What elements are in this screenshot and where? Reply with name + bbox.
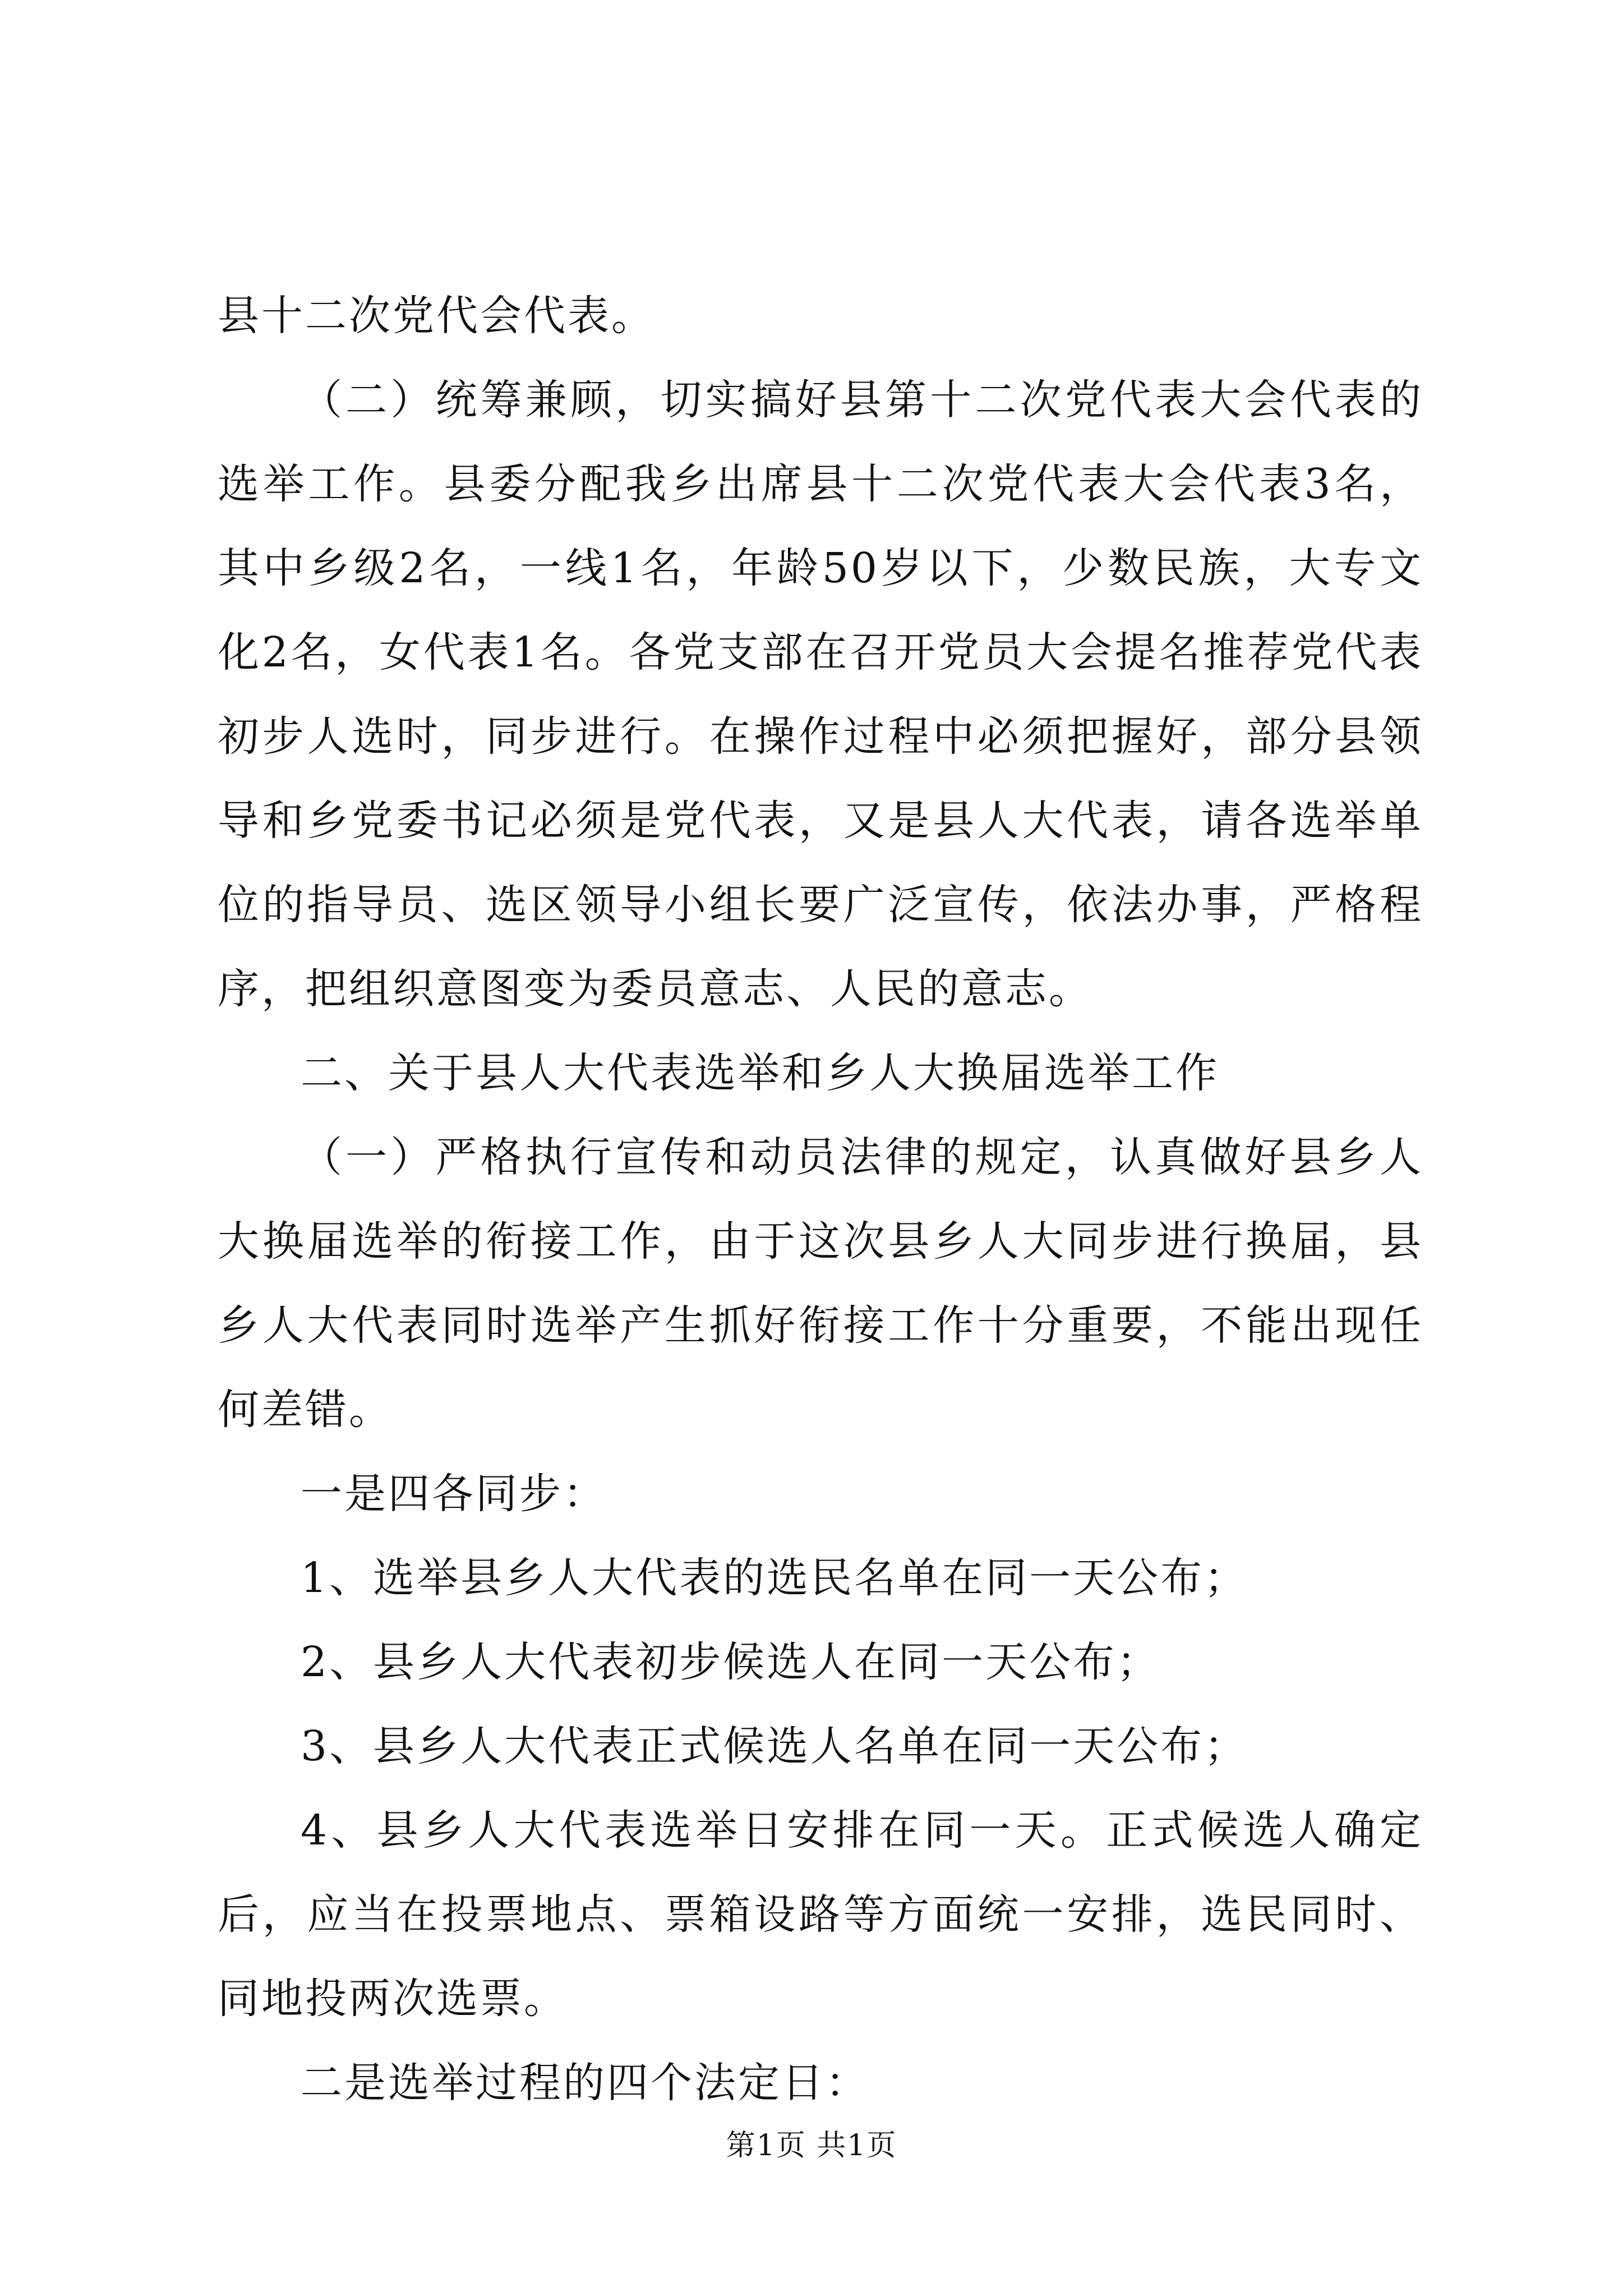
list-heading-legal-days: 二是选举过程的四个法定日： [301, 2059, 869, 2107]
section-heading-2: 二、关于县人大代表选举和乡人大换届选举工作 [301, 1049, 1219, 1097]
page-footer: 第1页 共1页 [726, 2129, 897, 2162]
document-body [218, 274, 1423, 2125]
list-item-2: 2、县乡人大代表初步候选人在同一天公布； [301, 1638, 1161, 1686]
list-item-3: 3、县乡人大代表正式候选人名单在同一天公布； [301, 1722, 1248, 1770]
list-heading-four-sync: 一是四各同步： [301, 1470, 607, 1518]
list-item-4: 4、县乡人大代表选举日安排在同一天。正式候选人确定后，应当在投票地点、票箱设路等方面统一安排，选民同时、同地投两次选票。 [218, 1806, 1423, 2023]
paragraph-continuation: 县十二次党代会代表。 [218, 292, 655, 340]
list-item-1: 1、选举县乡人大代表的选民名单在同一天公布； [301, 1554, 1248, 1602]
paragraph-section-2-1: （一）严格执行宣传和动员法律的规定，认真做好县乡人大换届选举的衔接工作，由于这次县乡人大同步进行换届，县乡人大代表同时选举产生抓好衔接工作十分重要，不能出现任何差错。 [218, 1133, 1423, 1434]
paragraph-section-2-2: （二）统筹兼顾，切实搞好县第十二次党代表大会代表的选举工作。县委分配我乡出席县十二次党代表大会代表3名，其中乡级2名，一线1名，年龄50岁以下，少数民族，大专文化2名，女代表1名。各党支部在召开党员大会提名推荐党代表初步人选时，同步进行。在操作过程中必须把握好，部分县领导和乡党委书记必须是党代表，又是县人大代表，请各选举单位的指导员、选区领导小组长要广泛宣传，依法办事，严格程序，把组织意图变为委员意志、人民的意志。 [218, 376, 1423, 1013]
